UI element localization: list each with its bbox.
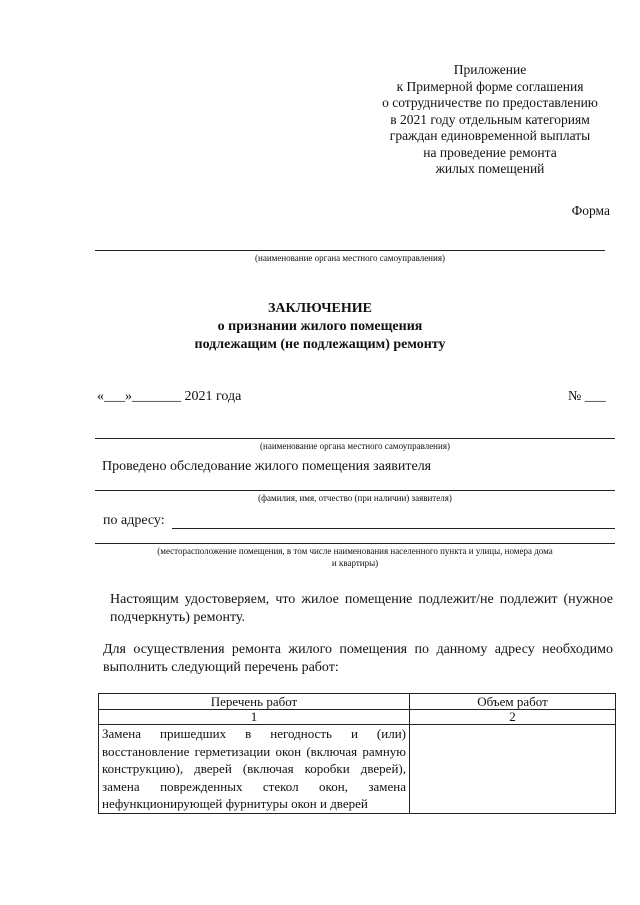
table-number-row [99, 710, 616, 725]
date-field[interactable]: «___»_______ 2021 года [97, 389, 242, 404]
table-header-row [99, 694, 616, 710]
appendix-line: жилых помещений [435, 161, 545, 176]
table-row [99, 725, 616, 814]
document-subtitle-2: подлежащим (не подлежащим) ремонту [194, 337, 446, 352]
appendix-line: к Примерной форме соглашения [396, 78, 584, 94]
applicant-fill-line[interactable] [95, 490, 615, 491]
document-subtitle-1: о признании жилого помещения [217, 319, 423, 334]
appendix-line: граждан единовременной выплаты [389, 128, 591, 143]
work-volume-cell[interactable] [410, 725, 616, 814]
appendix-line: в 2021 году отдельным категориям [390, 111, 590, 127]
number-field[interactable]: № ___ [568, 389, 606, 404]
address-label: по адресу: [103, 513, 165, 528]
authority-caption: (наименование органа местного самоуправления) [255, 253, 445, 263]
location-caption-1: (месторасположение помещения, в том числе наименования населенного пункта и улицы, номера дома [157, 546, 553, 556]
address-fill-line-2[interactable] [95, 543, 615, 544]
address-fill-line[interactable] [172, 528, 615, 529]
document-title: ЗАКЛЮЧЕНИЕ [267, 301, 373, 316]
authority-fill-line-2[interactable] [95, 438, 615, 439]
certify-paragraph: Настоящим удостоверяем, что жилое помещение подлежит/не подлежит (нужное подчеркнуть) ремонту. [110, 592, 613, 625]
appendix-line: Приложение [453, 62, 527, 77]
works-table [98, 693, 616, 814]
authority-caption-2: (наименование органа местного самоуправления) [260, 441, 450, 451]
inspection-text: Проведено обследование жилого помещения заявителя [102, 459, 432, 474]
appendix-header [340, 62, 640, 178]
header-work-volume: Объем работ [410, 694, 616, 710]
form-label: Форма [571, 203, 610, 218]
works-intro-paragraph: Для осуществления ремонта жилого помещения по данному адресу необходимо выполнить следующий перечень работ: [103, 642, 613, 675]
appendix-line: о сотрудничестве по предоставлению [382, 95, 598, 110]
applicant-caption: (фамилия, имя, отчество (при наличии) заявителя) [258, 493, 452, 503]
column-number: 1 [99, 710, 410, 725]
authority-fill-line[interactable] [95, 250, 605, 251]
column-number: 2 [410, 710, 616, 725]
location-caption-2: и квартиры) [331, 558, 379, 568]
appendix-line: на проведение ремонта [423, 144, 557, 160]
header-work-list: Перечень работ [99, 694, 410, 710]
work-description-cell: Замена пришедших в негодность и (или) восстановление герметизации окон (включая рамную конструкцию), дверей (включая коробки дверей), замена поврежденных стекол окон, замена нефункционирующей фурнитуры окон и дверей [99, 725, 410, 814]
